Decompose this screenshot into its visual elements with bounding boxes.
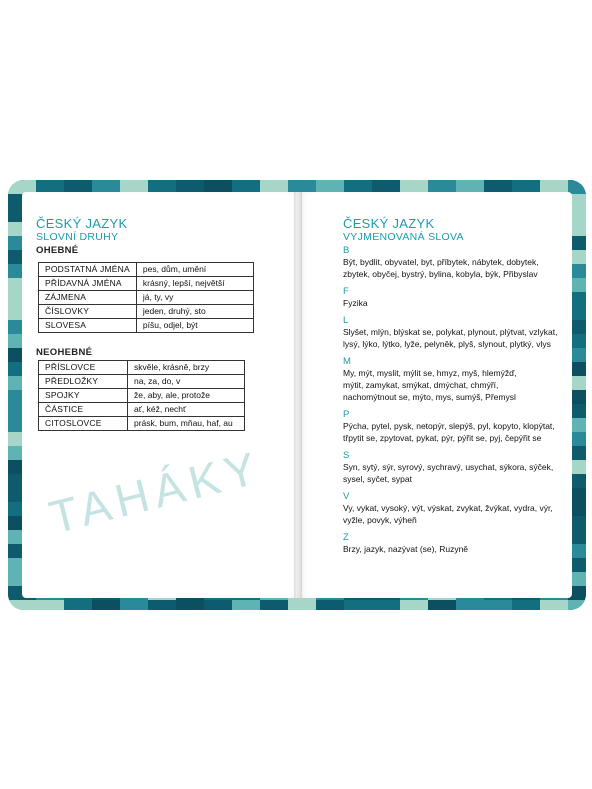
cover-tile — [400, 600, 428, 610]
notebook — [8, 180, 586, 610]
word-line: lysý, lýko, lýtko, lyže, pelyněk, plyš, slynout, plytký, vlys — [343, 339, 551, 349]
word-class-name: PŘEDLOŽKY — [39, 375, 128, 389]
group-letter: P — [343, 409, 350, 420]
word-groups — [343, 245, 572, 555]
left-page — [22, 192, 303, 598]
word-line: Být, bydlit, obyvatel, byt, příbytek, nábytek, dobytek, — [343, 257, 539, 267]
word-line: třpytit se, zpytovat, pykat, pýr, pýřit se, pyj, čepýřit se — [343, 433, 542, 443]
word-class-name: ČÍSLOVKY — [39, 305, 137, 319]
word-class-examples: na, za, do, v — [128, 375, 245, 389]
cover-tile — [8, 600, 36, 610]
word-group — [343, 532, 572, 555]
cover-tile — [232, 600, 260, 610]
word-class-name: PŘÍSLOVCE — [39, 361, 128, 375]
word-class-name: CITOSLOVCE — [39, 417, 128, 431]
word-class-name: PŘÍDAVNÁ JMÉNA — [39, 277, 137, 291]
cover-tile — [120, 600, 148, 610]
word-class-examples: prásk, bum, mňau, haf, au — [128, 417, 245, 431]
word-class-examples: že, aby, ale, protože — [128, 389, 245, 403]
right-page-title: ČESKÝ JAZYK — [343, 216, 435, 231]
watermark-text: TAHÁKY — [44, 440, 268, 544]
word-class-examples: krásný, lepší, největší — [136, 277, 253, 291]
word-group — [343, 286, 572, 309]
table-row — [39, 403, 245, 417]
cover-tile — [428, 600, 456, 610]
cover-tile — [456, 600, 484, 610]
ohebne-heading: OHEBNÉ — [36, 245, 79, 256]
right-page — [297, 192, 572, 598]
right-page-subtitle: VYJMENOVANÁ SLOVA — [343, 231, 464, 243]
word-line: mýtit, zamykat, smýkat, dmýchat, chmýří, — [343, 380, 499, 390]
word-class-name: ZÁJMENA — [39, 291, 137, 305]
cover-tile — [64, 600, 92, 610]
word-line: Pýcha, pytel, pysk, netopýr, slepýš, pyl, kopyto, klopýtat, — [343, 421, 555, 431]
word-class-name: PODSTATNÁ JMÉNA — [39, 263, 137, 277]
group-letter: V — [343, 491, 350, 502]
word-group — [343, 315, 572, 350]
cover-tile — [512, 600, 540, 610]
cover-tile — [288, 600, 316, 610]
cover-tile — [148, 600, 176, 610]
word-line: My, mýt, myslit, mýlit se, hmyz, myš, hlemýžď, — [343, 368, 517, 378]
word-line: nachomýtnout se, mýto, mys, sumýš, Přemysl — [343, 392, 516, 402]
group-letter: B — [343, 245, 350, 256]
table-row — [39, 361, 245, 375]
word-line: sysel, syčet, sypat — [343, 474, 412, 484]
book-spine — [294, 192, 302, 598]
table-row — [39, 277, 254, 291]
word-class-name: ČÁSTICE — [39, 403, 128, 417]
word-group — [343, 245, 572, 280]
word-line: Syn, sytý, sýr, syrový, sychravý, usychat, sýkora, sýček, — [343, 462, 554, 472]
table-row — [39, 291, 254, 305]
table-row — [39, 319, 254, 333]
word-line: Slyšet, mlýn, blýskat se, polykat, plynout, plýtvat, vzlykat, — [343, 327, 558, 337]
word-group — [343, 450, 572, 485]
left-page-subtitle: SLOVNÍ DRUHY — [36, 231, 119, 243]
group-letter: F — [343, 286, 349, 297]
word-group — [343, 409, 572, 444]
cover-tile — [344, 600, 372, 610]
cover-tile — [316, 600, 344, 610]
table-row — [39, 263, 254, 277]
word-line: Vy, vykat, vysoký, výt, výskat, zvykat, žvýkat, vydra, výr, — [343, 503, 553, 513]
table-row — [39, 389, 245, 403]
left-page-title: ČESKÝ JAZYK — [36, 216, 128, 231]
word-class-examples: jeden, druhý, sto — [136, 305, 253, 319]
neohebne-table — [38, 360, 245, 431]
word-class-name: SPOJKY — [39, 389, 128, 403]
word-group — [343, 356, 572, 403]
group-letter: Z — [343, 532, 349, 543]
word-class-name: SLOVESA — [39, 319, 137, 333]
word-line: Fyzika — [343, 298, 368, 308]
cover-tile — [540, 600, 568, 610]
cover-tile — [260, 600, 288, 610]
cover-tile — [568, 600, 586, 610]
word-line: Brzy, jazyk, nazývat (se), Ruzyně — [343, 544, 469, 554]
word-line: vyžle, povyk, výheň — [343, 515, 417, 525]
word-class-examples: píšu, odjel, být — [136, 319, 253, 333]
cover-tile — [204, 600, 232, 610]
neohebne-heading: NEOHEBNÉ — [36, 347, 93, 358]
cover-tile — [176, 600, 204, 610]
group-letter: S — [343, 450, 350, 461]
cover-tile — [372, 600, 400, 610]
cover-tile — [36, 600, 64, 610]
word-line: zbytek, obyčej, bystrý, bylina, kobyla, býk, Přibyslav — [343, 269, 538, 279]
group-letter: L — [343, 315, 349, 326]
word-class-examples: skvěle, krásně, brzy — [128, 361, 245, 375]
table-row — [39, 417, 245, 431]
ohebne-table — [38, 262, 254, 333]
group-letter: M — [343, 356, 351, 367]
word-class-examples: pes, dům, umění — [136, 263, 253, 277]
word-class-examples: já, ty, vy — [136, 291, 253, 305]
table-row — [39, 305, 254, 319]
cover-tile — [568, 180, 586, 194]
cover-tile — [484, 600, 512, 610]
cover-tile — [92, 600, 120, 610]
word-class-examples: ať, kéž, nechť — [128, 403, 245, 417]
table-row — [39, 375, 245, 389]
word-group — [343, 491, 572, 526]
